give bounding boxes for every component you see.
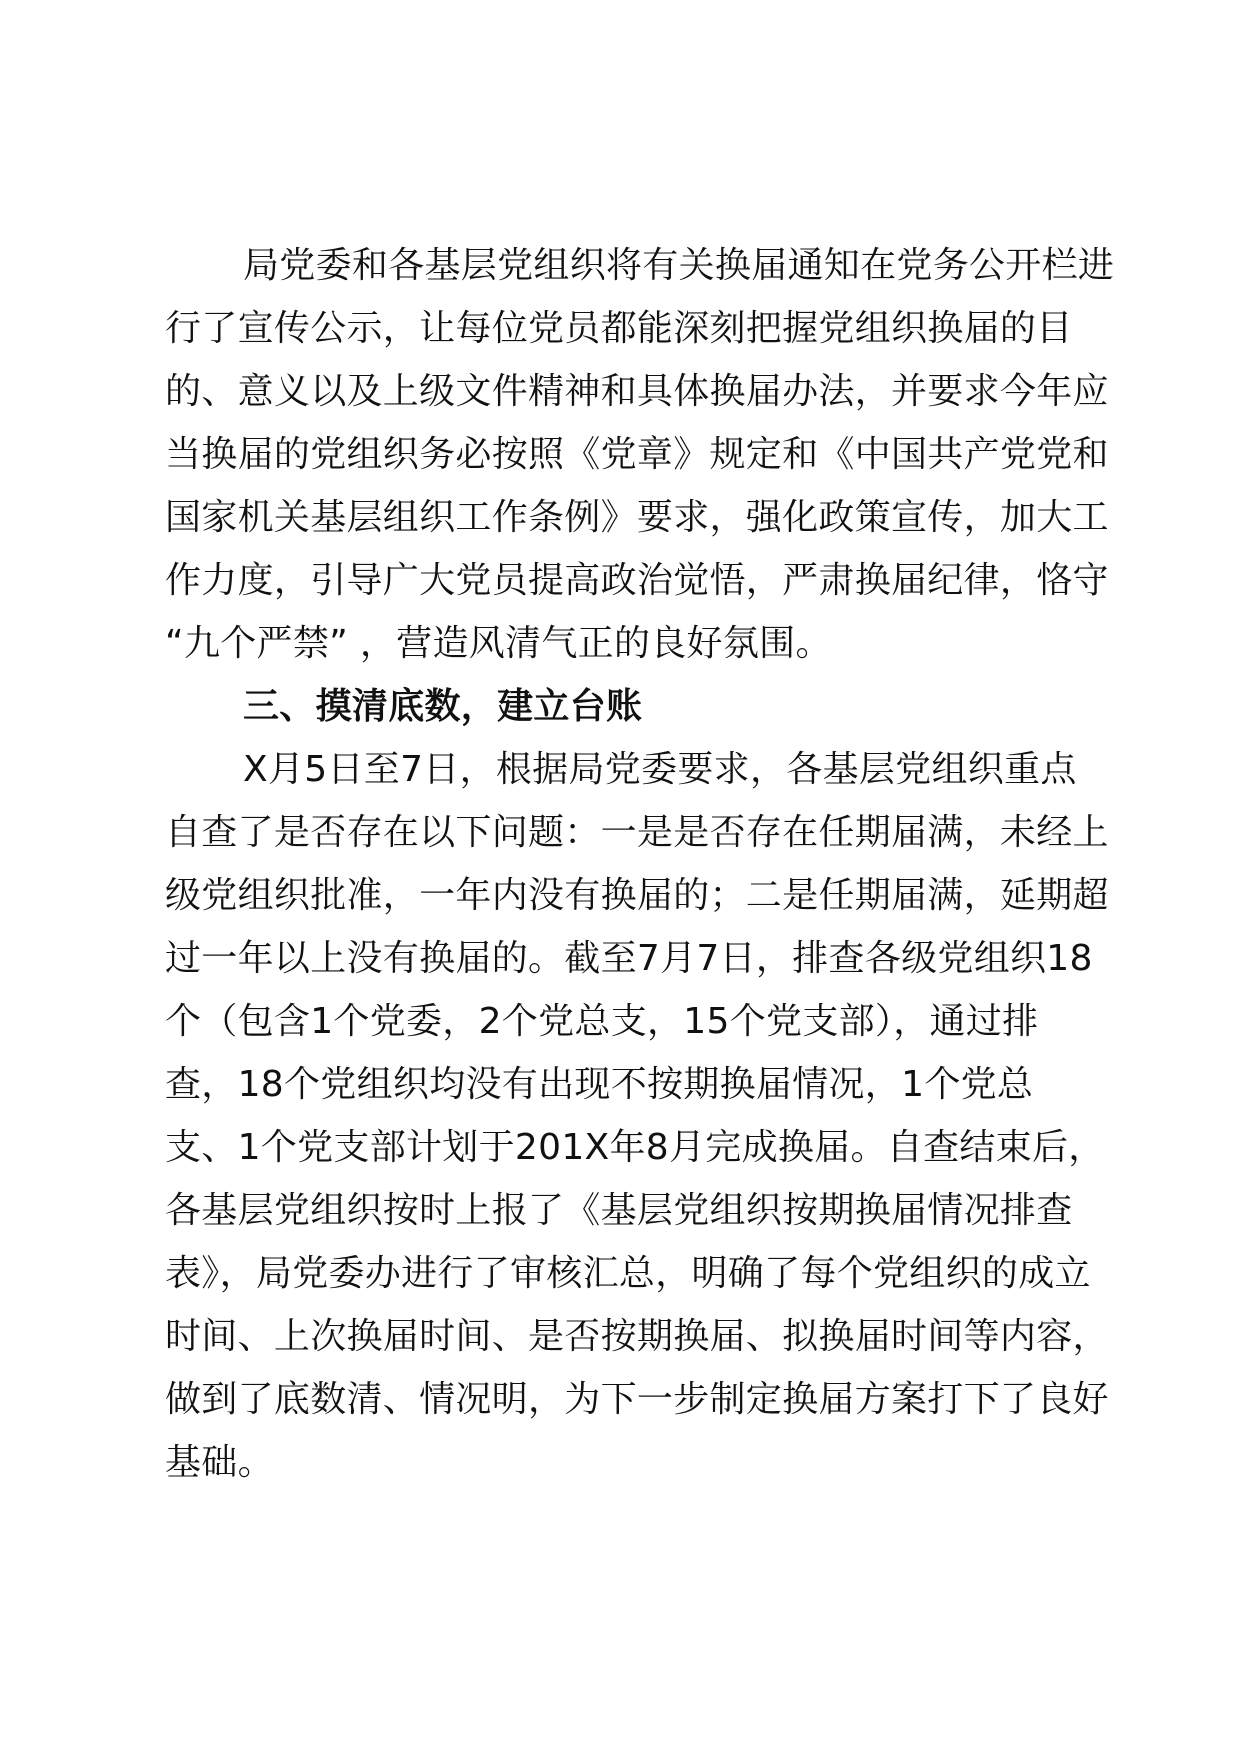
paragraph-1-line-6: 作力度，引导广大党员提高政治觉悟，严肃换届纪律，恪守 [165,560,1109,601]
paragraph-2-line-9: 表》，局党委办进行了审核汇总，明确了每个党组织的成立 [165,1253,1091,1294]
paragraph-1-line-2: 行了宣传公示，让每位党员都能深刻把握党组织换届的目 [165,308,1073,349]
paragraph-2-line-11: 做到了底数清、情况明，为下一步制定换届方案打下了良好 [165,1379,1109,1420]
paragraph-2-line-7: 支、1个党支部计划于201X年8月完成换届。自查结束后， [165,1127,1105,1168]
section-heading: 三、摸清底数，建立台账 [243,686,643,727]
paragraph-1-line-5: 国家机关基层组织工作条例》要求，强化政策宣传，加大工 [165,497,1109,538]
paragraph-1-line-4: 当换届的党组织务必按照《党章》规定和《中国共产党党和 [165,434,1109,475]
paragraph-2-line-2: 自查了是否存在以下问题：一是是否存在任期届满，未经上 [165,812,1109,853]
paragraph-2-line-5: 个（包含1个党委，2个党总支，15个党支部），通过排 [165,1001,1039,1042]
paragraph-2-line-1: X月5日至7日，根据局党委要求，各基层党组织重点 [243,749,1077,790]
paragraph-2-line-12: 基础。 [165,1442,274,1483]
paragraph-2-line-6: 查，18个党组织均没有出现不按期换届情况，1个党总 [165,1064,1034,1105]
paragraph-2-line-8: 各基层党组织按时上报了《基层党组织按期换届情况排查 [165,1190,1073,1231]
paragraph-1-line-3: 的、意义以及上级文件精神和具体换届办法，并要求今年应 [165,371,1109,412]
paragraph-2-line-3: 级党组织批准，一年内没有换届的；二是任期届满，延期超 [165,875,1109,916]
paragraph-1-line-7: “九个严禁” ，营造风清气正的良好氛围。 [165,623,832,664]
paragraph-1-line-1: 局党委和各基层党组织将有关换届通知在党务公开栏进 [243,245,1115,286]
paragraph-2-line-10: 时间、上次换届时间、是否按期换届、拟换届时间等内容， [165,1316,1109,1357]
paragraph-2-line-4: 过一年以上没有换届的。截至7月7日，排查各级党组织18 [165,938,1093,979]
